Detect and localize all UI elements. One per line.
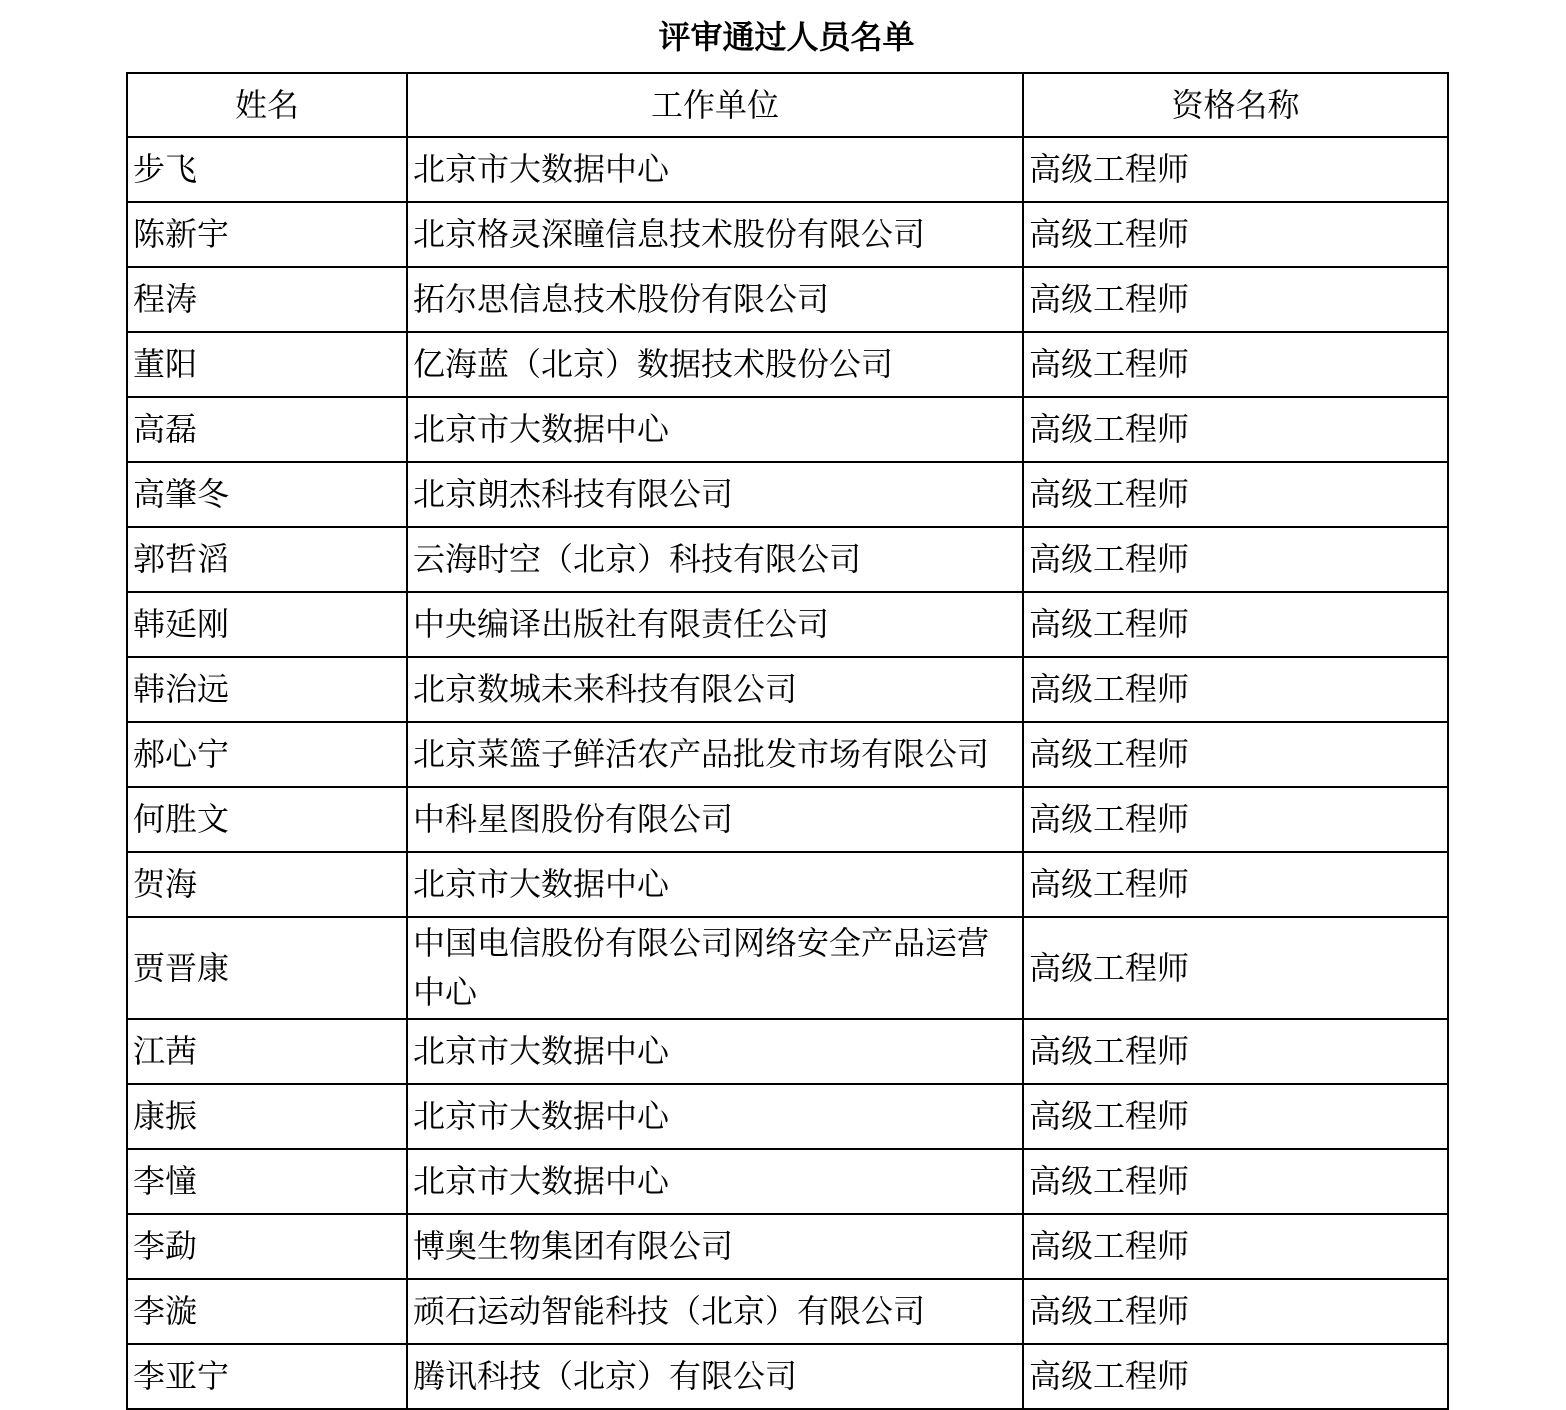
cell-qualification: 高级工程师 <box>1023 527 1448 592</box>
cell-qualification: 高级工程师 <box>1023 267 1448 332</box>
cell-name: 李憧 <box>127 1149 407 1214</box>
cell-qualification: 高级工程师 <box>1023 137 1448 202</box>
cell-unit: 北京朗杰科技有限公司 <box>407 462 1023 527</box>
page-title: 评审通过人员名单 <box>658 19 915 55</box>
table-row <box>127 1019 1448 1084</box>
cell-qualification: 高级工程师 <box>1023 1149 1448 1214</box>
col-header-unit: 工作单位 <box>407 73 1023 137</box>
cell-qualification: 高级工程师 <box>1023 722 1448 787</box>
cell-qualification: 高级工程师 <box>1023 657 1448 722</box>
table-row <box>127 852 1448 917</box>
cell-unit: 北京市大数据中心 <box>407 852 1023 917</box>
table-row <box>127 397 1448 462</box>
cell-name: 韩延刚 <box>127 592 407 657</box>
table-row <box>127 722 1448 787</box>
cell-qualification: 高级工程师 <box>1023 917 1448 1019</box>
cell-qualification: 高级工程师 <box>1023 592 1448 657</box>
cell-unit: 云海时空（北京）科技有限公司 <box>407 527 1023 592</box>
table-row <box>127 1279 1448 1344</box>
cell-qualification: 高级工程师 <box>1023 1344 1448 1409</box>
table-body <box>127 137 1448 1409</box>
col-header-name: 姓名 <box>127 73 407 137</box>
cell-name: 郝心宁 <box>127 722 407 787</box>
cell-qualification: 高级工程师 <box>1023 1214 1448 1279</box>
table-row <box>127 137 1448 202</box>
cell-name: 步飞 <box>127 137 407 202</box>
table-row <box>127 462 1448 527</box>
table-row <box>127 1084 1448 1149</box>
cell-unit: 中科星图股份有限公司 <box>407 787 1023 852</box>
table-row <box>127 592 1448 657</box>
cell-unit: 博奥生物集团有限公司 <box>407 1214 1023 1279</box>
table-row <box>127 1344 1448 1409</box>
cell-name: 郭哲滔 <box>127 527 407 592</box>
table-row <box>127 917 1448 1019</box>
cell-unit: 北京市大数据中心 <box>407 397 1023 462</box>
table-row <box>127 527 1448 592</box>
cell-unit: 中央编译出版社有限责任公司 <box>407 592 1023 657</box>
cell-unit: 顽石运动智能科技（北京）有限公司 <box>407 1279 1023 1344</box>
cell-qualification: 高级工程师 <box>1023 202 1448 267</box>
cell-qualification: 高级工程师 <box>1023 1084 1448 1149</box>
cell-qualification: 高级工程师 <box>1023 852 1448 917</box>
table-header-row <box>127 73 1448 137</box>
cell-qualification: 高级工程师 <box>1023 1279 1448 1344</box>
table-row <box>127 332 1448 397</box>
cell-unit: 拓尔思信息技术股份有限公司 <box>407 267 1023 332</box>
cell-name: 贺海 <box>127 852 407 917</box>
cell-name: 高磊 <box>127 397 407 462</box>
cell-unit: 北京市大数据中心 <box>407 1019 1023 1084</box>
cell-name: 李漩 <box>127 1279 407 1344</box>
cell-qualification: 高级工程师 <box>1023 332 1448 397</box>
table-row <box>127 1214 1448 1279</box>
col-header-qualification: 资格名称 <box>1023 73 1448 137</box>
cell-name: 贾晋康 <box>127 917 407 1019</box>
cell-name: 康振 <box>127 1084 407 1149</box>
cell-unit: 中国电信股份有限公司网络安全产品运营中心 <box>407 917 1023 1019</box>
cell-name: 江茜 <box>127 1019 407 1084</box>
document-page <box>126 19 1447 1410</box>
cell-unit: 腾讯科技（北京）有限公司 <box>407 1344 1023 1409</box>
roster-table <box>126 72 1449 1410</box>
cell-qualification: 高级工程师 <box>1023 787 1448 852</box>
cell-unit: 北京格灵深瞳信息技术股份有限公司 <box>407 202 1023 267</box>
cell-qualification: 高级工程师 <box>1023 397 1448 462</box>
cell-name: 李亚宁 <box>127 1344 407 1409</box>
table-row <box>127 202 1448 267</box>
cell-qualification: 高级工程师 <box>1023 1019 1448 1084</box>
cell-name: 高肇冬 <box>127 462 407 527</box>
cell-name: 陈新宇 <box>127 202 407 267</box>
table-row <box>127 657 1448 722</box>
table-row <box>127 1149 1448 1214</box>
cell-name: 董阳 <box>127 332 407 397</box>
cell-unit: 北京数城未来科技有限公司 <box>407 657 1023 722</box>
cell-unit: 北京市大数据中心 <box>407 1084 1023 1149</box>
cell-name: 韩治远 <box>127 657 407 722</box>
cell-unit: 亿海蓝（北京）数据技术股份公司 <box>407 332 1023 397</box>
cell-name: 何胜文 <box>127 787 407 852</box>
cell-name: 程涛 <box>127 267 407 332</box>
table-row <box>127 267 1448 332</box>
cell-name: 李勐 <box>127 1214 407 1279</box>
cell-unit: 北京市大数据中心 <box>407 137 1023 202</box>
cell-unit: 北京菜篮子鲜活农产品批发市场有限公司 <box>407 722 1023 787</box>
table-row <box>127 787 1448 852</box>
cell-unit: 北京市大数据中心 <box>407 1149 1023 1214</box>
cell-qualification: 高级工程师 <box>1023 462 1448 527</box>
